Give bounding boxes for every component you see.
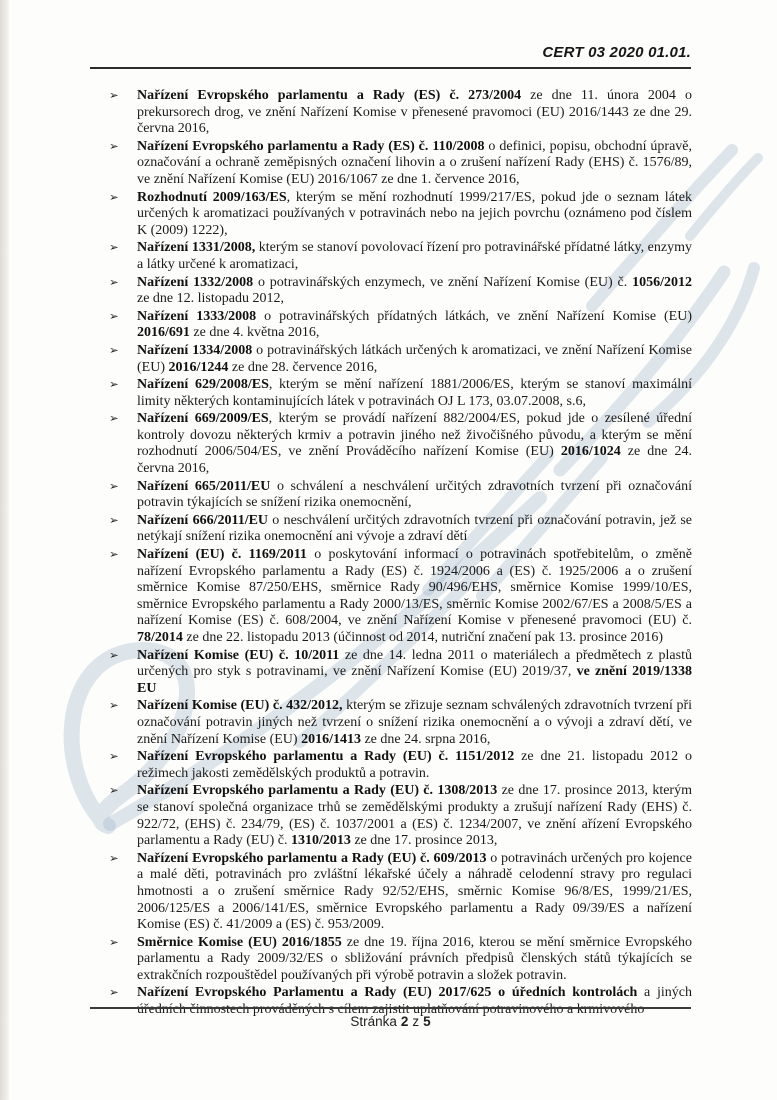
footer-rule xyxy=(90,1007,691,1009)
arrow-bullet-icon: ➢ xyxy=(109,512,119,527)
arrow-bullet-icon: ➢ xyxy=(109,647,119,662)
regulation-item xyxy=(91,189,692,240)
arrow-bullet-icon: ➢ xyxy=(109,240,119,255)
regulation-number: 2016/1244 xyxy=(168,359,229,375)
regulation-item xyxy=(91,87,692,138)
regulation-description: , kterým se mění nařízení 1881/2006/ES, kterým se stanoví maximální limity některých kontaminujících látek v potravinách OJ L 173, 03.07.2008, s.6, xyxy=(137,377,692,409)
regulation-description: ze dne 17. prosince 2013, kterým se stanoví společná organizace trhů se zemědělskými produkty a zrušují nařízení Rady (EHS) č. 922/72, (EHS) č. 234/79, (ES) č. 1037/2001 a (ES) č. 1234/2007, ve znění ařízení Evropského parlamentu a Rady (EU) č. xyxy=(137,783,692,849)
regulation-description: kterým se stanoví povolovací řízení pro potravinářské přídatné látky, enzymy a látky určené k aromatizaci, xyxy=(137,240,692,272)
regulation-number: 2016/1413 xyxy=(301,731,361,747)
regulation-text xyxy=(137,749,692,781)
regulation-description: , kterým se provádí nařízení 882/2004/ES, pokud jde o zesílené úřední kontroly dovozu některých krmiv a potravin jiného než živočišného původu, a kterým se mění rozhodnutí 2006/504/ES, ve znění Prováděcího nařízení Komise (EU) xyxy=(137,411,692,460)
regulation-number: Nařízení 1331/2008, xyxy=(137,240,256,256)
regulation-item xyxy=(91,934,692,985)
regulation-description: , kterým se mění rozhodnutí 1999/217/ES, pokud jde o seznam látek určených k aromatizaci používaných v potravinách nebo na jejich povrchu (oznámeno pod číslem K (2009) 1222), xyxy=(137,189,692,238)
regulation-number: 1310/2013 xyxy=(290,833,351,849)
regulation-description: kterým se zřizuje seznam schválených zdravotních tvrzení při označování potravin jiných než tvrzení o snížení rizika onemocnění a o vývoji a zdraví dětí, ve znění Nařízení Komise (EU) xyxy=(137,698,693,747)
regulation-description: ze dne 11. února 2004 o prekursorech drog, ve znění Nařízení Komise v přenesené pravomoci (EU) 2016/1443 ze dne 29. června 2016, xyxy=(137,88,692,137)
regulation-item xyxy=(91,376,692,410)
regulation-text xyxy=(137,275,692,307)
regulation-description: ze dne 14. ledna 2011 o materiálech a předmětech z plastů určených pro styk s potravinami, ve znění Nařízení Komise (EU) 2019/37, xyxy=(137,647,692,680)
regulation-description: ze dne 21. listopadu 2012 o režimech jakosti zemědělských produktů a potravin. xyxy=(137,749,692,781)
regulation-number: Nařízení Evropského parlamentu a Rady (EU) č. 1151/2012 xyxy=(137,749,515,765)
regulation-item xyxy=(91,138,692,189)
page-separator: z xyxy=(412,1014,420,1029)
regulation-number: Nařízení 1333/2008 xyxy=(137,308,257,324)
regulation-text xyxy=(137,309,692,341)
regulation-number: Nařízení Evropského Parlamentu a Rady (EU) 2017/625 o úředních kontrolách xyxy=(137,985,638,1001)
arrow-bullet-icon: ➢ xyxy=(109,783,119,798)
regulation-text xyxy=(137,411,692,476)
regulation-number: Nařízení 1334/2008 xyxy=(137,342,253,358)
regulation-number: Nařízení 665/2011/EU xyxy=(137,478,271,494)
document-code: CERT 03 2020 01.01. xyxy=(542,44,691,61)
regulation-text xyxy=(137,513,692,545)
regulation-description: ze dne 22. listopadu 2013 (účinnost od 2014, nutriční značení pak 13. prosince 2016) xyxy=(182,630,664,645)
regulation-item xyxy=(91,239,692,273)
regulation-description: o schválení a neschválení určitých zdravotních tvrzení při označování potravin týkajících se snížení rizika onemocnění, xyxy=(137,478,692,511)
regulation-description: o definici, popisu, obchodní úpravě, označování a ochraně zeměpisných označení lihovin a o zrušení nařízení Rady (EHS) č. 1576/89, ve znění Nařízení Komise (EU) 2016/1067 ze dne 1. července 2016, xyxy=(137,138,693,187)
arrow-bullet-icon: ➢ xyxy=(109,934,119,949)
regulation-text xyxy=(137,190,692,238)
regulation-item xyxy=(91,410,692,477)
regulation-item xyxy=(91,512,692,546)
arrow-bullet-icon: ➢ xyxy=(109,189,119,204)
regulation-description: o neschválení určitých zdravotních tvrzení při označování potravin, jež se netýkají snížení rizika onemocnění ani vývoje a zdraví dětí xyxy=(137,512,692,545)
regulation-item xyxy=(91,850,692,934)
regulation-number: 1056/2012 xyxy=(632,274,692,290)
regulation-number: Nařízení 666/2011/EU xyxy=(137,512,269,528)
regulation-number: Nařízení Komise (EU) č. 10/2011 xyxy=(137,647,340,663)
regulation-text xyxy=(137,377,692,409)
scan-edge-artifact xyxy=(0,0,9,1100)
regulation-number: Nařízení 629/2008/ES xyxy=(137,377,269,393)
regulation-item xyxy=(91,697,692,748)
arrow-bullet-icon: ➢ xyxy=(109,411,119,426)
page-number: 2 xyxy=(400,1014,409,1029)
header-rule xyxy=(90,67,691,69)
regulation-description: ze dne 17. prosince 2013, xyxy=(350,833,498,849)
regulation-number: 2016/1024 xyxy=(560,444,621,460)
regulation-number: Nařízení Evropského parlamentu a Rady (EU) č. 1308/2013 xyxy=(137,783,498,799)
regulation-item xyxy=(91,308,692,342)
page-footer xyxy=(90,1014,691,1029)
arrow-bullet-icon: ➢ xyxy=(109,274,119,289)
regulation-description: ze dne 12. listopadu 2012, xyxy=(137,291,284,307)
regulation-description: o potravinářských látkách určených k aromatizaci, ve znění Nařízení Komise (EU) xyxy=(137,342,693,375)
regulation-text xyxy=(137,698,692,746)
regulation-description: ze dne 4. května 2016, xyxy=(189,325,320,341)
regulation-description: o potravinářských enzymech, ve znění Nařízení Komise (EU) č. xyxy=(253,274,633,290)
regulation-item xyxy=(91,546,692,647)
regulation-item xyxy=(91,782,692,849)
regulation-number: Nařízení Evropského parlamentu a Rady (ES) č. 273/2004 xyxy=(137,88,522,103)
arrow-bullet-icon: ➢ xyxy=(109,698,119,713)
regulation-text xyxy=(137,479,692,511)
arrow-bullet-icon: ➢ xyxy=(109,547,119,562)
regulation-description: ze dne 24. srpna 2016, xyxy=(360,731,491,747)
document-body xyxy=(91,87,692,1019)
regulation-item xyxy=(91,478,692,512)
regulation-item xyxy=(91,748,692,782)
arrow-bullet-icon: ➢ xyxy=(109,749,119,764)
regulation-number: Nařízení Komise (EU) č. 432/2012, xyxy=(137,698,343,714)
regulation-number: 2016/691 xyxy=(137,325,190,341)
regulation-text xyxy=(137,935,692,983)
regulation-text xyxy=(137,343,692,375)
regulation-text xyxy=(137,851,692,932)
regulation-description: a jiných úředních činnostech prováděných s cílem zajistit uplatňování potravinového a krmivového xyxy=(137,985,692,1018)
arrow-bullet-icon: ➢ xyxy=(109,478,119,493)
page-label: Stránka xyxy=(350,1014,397,1029)
regulation-description: o potravinách určených pro kojence a malé děti, potravinách pro zvláštní lékařské účely a náhradě celodenní stravy pro regulaci hmotnosti a o zrušení směrnice Rady 92/52/EHS, směrnic Komise 96/8/ES, 1999/21/ES, 2006/125/ES a 2006/141/ES, směrnice Evropského parlamentu a Rady 09/39/ES a nařízení Komise (ES) č. 41/2009 a (ES) č. 953/2009. xyxy=(137,850,692,933)
arrow-bullet-icon: ➢ xyxy=(109,308,119,323)
regulation-number: Nařízení 1332/2008 xyxy=(137,274,254,290)
regulation-text xyxy=(137,240,692,272)
arrow-bullet-icon: ➢ xyxy=(109,377,119,392)
regulation-number: ve znění 2019/1338 EU xyxy=(137,664,692,696)
regulation-item xyxy=(91,647,692,698)
regulation-text xyxy=(137,139,692,187)
regulation-text xyxy=(137,985,692,1017)
regulation-number: Nařízení Evropského parlamentu a Rady (ES) č. 110/2008 xyxy=(137,138,485,154)
arrow-bullet-icon: ➢ xyxy=(109,342,119,357)
regulation-number: Nařízení 669/2009/ES xyxy=(137,411,269,427)
arrow-bullet-icon: ➢ xyxy=(109,985,119,1000)
regulation-number: Směrnice Komise (EU) 2016/1855 xyxy=(137,934,342,950)
regulation-text xyxy=(137,547,692,645)
regulation-text xyxy=(137,648,692,696)
regulation-number: Nařízení Evropského parlamentu a Rady (EU) č. 609/2013 xyxy=(137,850,487,866)
regulation-description: ze dne 24. června 2016, xyxy=(137,444,692,477)
regulation-item xyxy=(91,342,692,376)
regulation-text xyxy=(137,88,692,136)
arrow-bullet-icon: ➢ xyxy=(109,88,119,102)
regulation-description: o potravinářských přídatných látkách, ve znění Nařízení Komise (EU) xyxy=(256,308,692,324)
regulation-number: 78/2014 xyxy=(137,630,183,645)
regulation-description: ze dne 28. července 2016, xyxy=(228,359,378,375)
arrow-bullet-icon: ➢ xyxy=(109,850,119,865)
arrow-bullet-icon: ➢ xyxy=(109,138,119,153)
regulation-description: ze dne 19. října 2016, kterou se mění směrnice Evropského parlamentu a Rady 2009/32/ES o sbližování právních předpisů členských států týkajících se extrakčních rozpouštědel používaných při výrobě potravin a složek potravin. xyxy=(137,934,693,983)
regulation-description: o poskytování informací o potravinách spotřebitelům, o změně nařízení Evropského parlamentu a Rady (ES) č. 1924/2006 a (ES) č. 1925/2006 a o zrušení směrnice Komise 87/250/EHS, směrnice Rady 90/496/EHS, směrnice Komise 1999/10/ES, směrnice Evropského parlamentu a Rady 2000/13/ES, směrnic Komise 2002/67/ES a 2008/5/ES a nařízení Komise (ES) č. 608/2004, ve znění Nařízení Komise v přenesené pravomoci (EU) č. xyxy=(137,547,692,629)
page-total: 5 xyxy=(423,1014,431,1029)
regulation-list xyxy=(91,87,692,1019)
regulation-text xyxy=(137,783,692,848)
regulation-item xyxy=(91,274,692,308)
regulation-number: Nařízení (EU) č. 1169/2011 xyxy=(137,547,307,563)
regulation-number: Rozhodnutí 2009/163/ES xyxy=(137,189,287,205)
